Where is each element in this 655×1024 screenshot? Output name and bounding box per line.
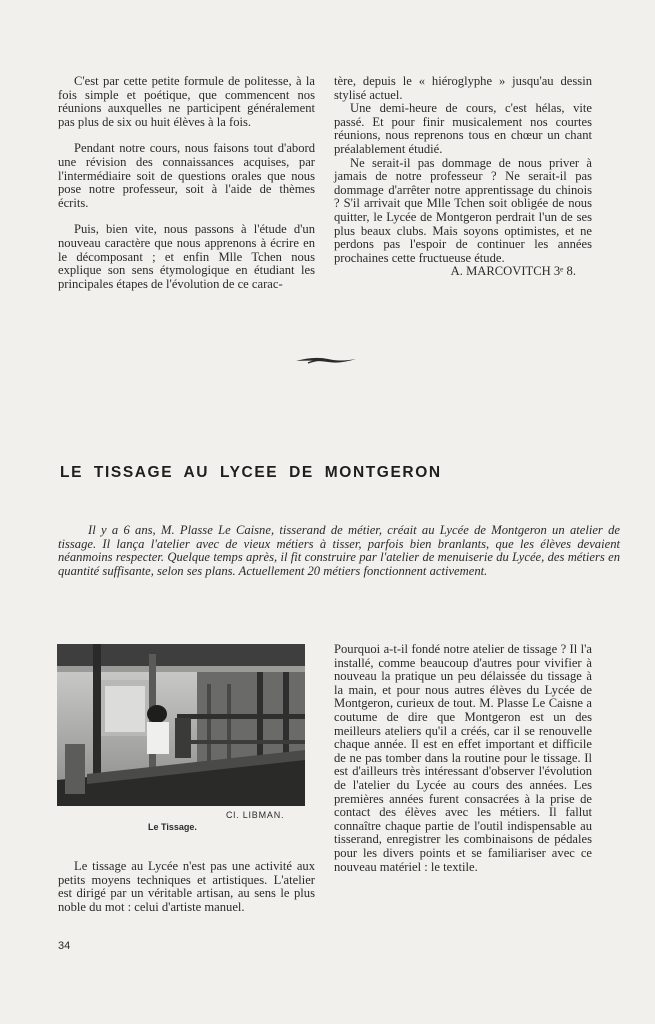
chinese-club-right-column [334, 75, 592, 279]
paragraph: Pourquoi a-t-il fondé notre atelier de tissage ? Il l'a installé, comme beaucoup d'autres pour vivifier à nouveau la pratique un peu délaissée du tissage à la main, et pour nous autres élèves du Lycée de Montgeron, curieux de tout. M. Plasse Le Caisne a coutume de dire que Montgeron est un des meilleurs ateliers qu'il a créés, car il se renouvelle chaque année. Il est en effet important et difficile de ne pas tomber dans la routine pour le tissage. Il est d'ailleurs très intéressant d'observer l'évolution de l'atelier du Lycée au cours des années. Les premières années furent consacrées à la prise de contact des élèves avec les métiers. Il fallut connaître chaque partie de l'outil indispensable au tisserand, enregistrer les combinaisons de pédales pour les divers points et se familiariser avec ce nouveau matériel : le textile. [334, 642, 592, 874]
page-number: 34 [58, 940, 71, 952]
page-title: LE TISSAGE AU LYCEE DE MONTGERON [60, 464, 442, 481]
intro-text: Il y a 6 ans, M. Plasse Le Caisne, tisserand de métier, créait au Lycée de Montgeron un atelier de tissage. Il lança l'atelier avec de vieux métiers à tisser, parfois bien branlants, que les élèves devaient néanmoins respecter. Quelque temps après, il fit construire par l'atelier de menuiserie du Lycée, des métiers en quantité suffisante, selon ses plans. Actuellement 20 métiers fonctionnent activement. [58, 523, 620, 578]
paragraph: Ne serait-il pas dommage de nous priver à jamais de notre professeur ? Ne serait-il pas dommage d'arrêter notre apprentissage du chinois ? S'il arrivait que Mlle Tchen soit obligée de nous quitter, le Lycée de Montgeron perdrait l'un de ses plus beaux clubs. Mais soyons optimistes, et ne perdons pas l'espoir de continuer les années prochaines cette fructueuse étude. [334, 155, 592, 265]
photo-credit: Cl. LIBMAN. [226, 810, 285, 820]
photo-caption: Le Tissage. [148, 822, 197, 832]
paragraph: Puis, bien vite, nous passons à l'étude d'un nouveau caractère que nous apprenons à écrire en le décomposant ; et enfin Mlle Tchen nous explique son sens étymologique en étudiant les principales étapes de l'évolution de ce carac- [58, 222, 315, 291]
ornament-divider [294, 353, 358, 367]
paragraph: tère, depuis le « hiéroglyphe » jusqu'au dessin stylisé actuel. [334, 74, 592, 102]
paragraph: C'est par cette petite formule de politesse, à la fois simple et poétique, que commencent nos réunions auxquelles ne participent généralement pas plus de six ou huit élèves à la fois. [58, 74, 315, 129]
photo-image [57, 644, 305, 806]
paragraph: Pendant notre cours, nous faisons tout d'abord une révision des connaissances acquises, par l'intermédiaire soit de questions orales que nous pose notre professeur, soit à l'aide de thèmes écrits. [58, 141, 315, 210]
weaving-workshop-photo [57, 644, 305, 806]
article-intro [58, 524, 620, 578]
weaving-right-column [334, 643, 592, 874]
paragraph: Le tissage au Lycée n'est pas une activité aux petits moyens techniques et artistiques. L'atelier est dirigé par un véritable artisan, au sens le plus noble du mot : celui d'artiste manuel. [58, 859, 315, 914]
weaving-left-column [58, 860, 315, 914]
author-signature: A. MARCOVITCH 3ᵉ 8. [450, 264, 576, 279]
chinese-club-left-column [58, 75, 315, 291]
paragraph: Une demi-heure de cours, c'est hélas, vite passé. Et pour finir musicalement nos courtes réunions, nous reprenons tous en chœur un chant préalablement étudié. [334, 101, 592, 156]
